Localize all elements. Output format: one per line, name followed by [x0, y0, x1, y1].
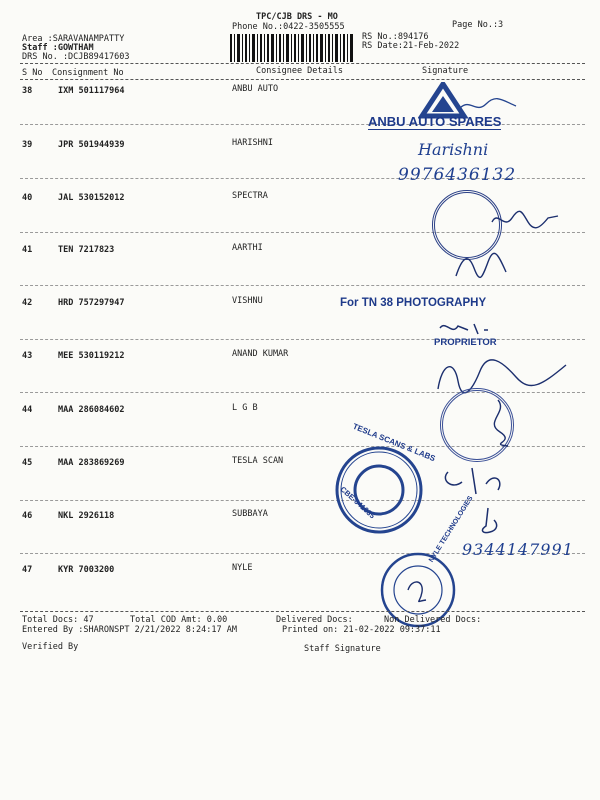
- col-consignee: Consignee Details: [256, 66, 343, 76]
- row-consignee: ANAND KUMAR: [232, 349, 289, 359]
- row-divider: [20, 500, 585, 501]
- delivered-docs: Delivered Docs:: [276, 615, 353, 625]
- row-consignment: IXM 501117964: [58, 86, 125, 96]
- header-divider: [20, 63, 585, 64]
- row-divider: [20, 339, 585, 340]
- col-signature: Signature: [422, 66, 469, 76]
- row-sno: 41: [22, 245, 33, 255]
- harishni-phone: 9976436132: [398, 165, 517, 185]
- tesla-seal-code: CBE-641035: [338, 484, 377, 521]
- tn38-stamp-text: For TN 38 PHOTOGRAPHY: [340, 297, 487, 309]
- total-docs: Total Docs: 47: [22, 615, 94, 625]
- staff-signature: Staff Signature: [304, 644, 381, 654]
- col-sno: S No: [22, 68, 43, 78]
- row-sno: 43: [22, 351, 33, 361]
- row-sno: 45: [22, 458, 33, 468]
- col-consignment: Consignment No: [52, 68, 124, 78]
- row-consignee: TESLA SCAN: [232, 456, 284, 466]
- phone-number: Phone No.:0422-3505555: [232, 22, 345, 32]
- row-consignment: KYR 7003200: [58, 565, 115, 575]
- signature-scribble-41: [452, 248, 510, 282]
- row-sno: 44: [22, 405, 33, 415]
- nyle-seal-text: NYLE TECHNOLOGIES: [428, 495, 475, 564]
- row-sno: 40: [22, 193, 33, 203]
- row-consignment: NKL 2926118: [58, 511, 115, 521]
- row-consignee: SPECTRA: [232, 191, 268, 201]
- row-consignee: NYLE: [232, 563, 253, 573]
- row-consignment: MAA 286084602: [58, 405, 125, 415]
- footer-divider: [20, 611, 585, 612]
- row-sno: 42: [22, 298, 33, 308]
- signature-scribble-45: [438, 462, 508, 498]
- row-consignee: L G B: [232, 403, 258, 413]
- printed-on: Printed on: 21-02-2022 09:37:11: [282, 625, 441, 635]
- barcode-image: [230, 34, 354, 62]
- signature-scribble-43: [432, 355, 572, 395]
- row-consignee: SUBBAYA: [232, 509, 268, 519]
- row-consignment: HRD 757297947: [58, 298, 125, 308]
- row-consignment: MEE 530119212: [58, 351, 125, 361]
- row-sno: 39: [22, 140, 33, 150]
- drs-title: TPC/CJB DRS - MO: [256, 12, 338, 22]
- proprietor-text: PROPRIETOR: [434, 337, 497, 348]
- non-delivered-docs: Non Delivered Docs:: [384, 615, 482, 625]
- row-consignee: ANBU AUTO: [232, 84, 279, 94]
- row-consignee: HARISHNI: [232, 138, 273, 148]
- row-consignment: TEN 7217823: [58, 245, 115, 255]
- entered-by: Entered By :SHARONSPT 2/21/2022 8:24:17 AM: [22, 625, 237, 635]
- column-divider: [20, 79, 585, 80]
- subbaya-phone: 9344147991: [462, 540, 574, 559]
- signature-scribble-46: [474, 506, 504, 534]
- signature-scribble-42: [438, 318, 498, 338]
- row-consignment: MAA 283869269: [58, 458, 125, 468]
- row-sno: 46: [22, 511, 33, 521]
- total-cod: Total COD Amt: 0.00: [130, 615, 228, 625]
- rs-date: RS Date:21-Feb-2022: [362, 41, 460, 51]
- page-number: Page No.:3: [452, 20, 504, 30]
- tesla-seal-text: TESLA SCANS & LABS: [351, 421, 437, 464]
- signature-scribble-38: [458, 96, 518, 116]
- row-consignee: VISHNU: [232, 296, 263, 306]
- row-consignment: JPR 501944939: [58, 140, 125, 150]
- row-consignee: AARTHI: [232, 243, 263, 253]
- rs-number: RS No.:894176: [362, 32, 429, 42]
- drs-number: DRS No. :DCJB89417603: [22, 52, 130, 62]
- row-consignment: JAL 530152012: [58, 193, 125, 203]
- row-sno: 47: [22, 565, 33, 575]
- signature-scribble-44: [478, 398, 518, 448]
- anbu-stamp-text: ANBU AUTO SPARES: [368, 114, 502, 129]
- area-label: Area :SARAVANAMPATTY: [22, 34, 125, 44]
- verified-by: Verified By: [22, 642, 79, 652]
- signature-scribble-40: [490, 204, 560, 234]
- staff-label: Staff :GOWTHAM: [22, 43, 94, 53]
- row-sno: 38: [22, 86, 33, 96]
- row-divider: [20, 285, 585, 286]
- harishni-signature: Harishni: [418, 140, 489, 159]
